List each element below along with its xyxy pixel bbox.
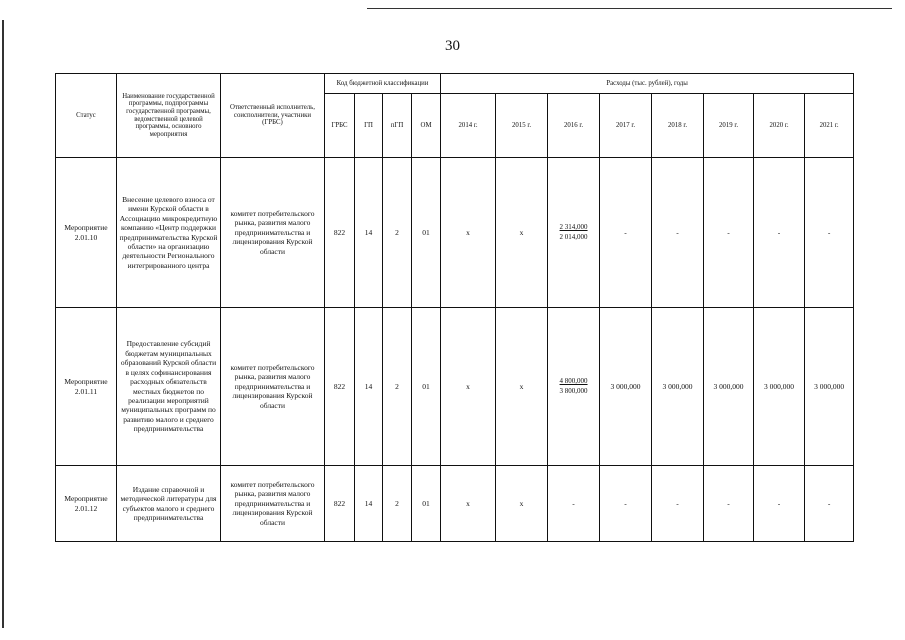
row-code-gp: 14 [355, 158, 383, 308]
row-status: Мероприятие 2.01.12 [56, 466, 117, 542]
header-year-2020: 2020 г. [754, 94, 805, 158]
row-value-2015: х [496, 158, 548, 308]
row-value-2014: х [441, 308, 496, 466]
page-number: 30 [445, 38, 460, 54]
top-rule [367, 8, 892, 9]
row-code-gp: 14 [355, 466, 383, 542]
row-code-pgp: 2 [383, 466, 412, 542]
row-value-2016 [548, 308, 600, 466]
value-2016-old: 2 314,000 [559, 223, 588, 232]
header-status: Статус [56, 74, 117, 158]
row-executor: комитет потребительского рынка, развития малого предпринимательства и лицензирования Курской области [221, 158, 325, 308]
row-name: Предоставление субсидий бюджетам муниципальных образований Курской области в целях софинансирования расходных обязательств местных бюджетов по реализации мероприятий муниципальных программ по развитию малого и среднего предпринимательства [117, 308, 221, 466]
header-year-2015: 2015 г. [496, 94, 548, 158]
header-year-2016: 2016 г. [548, 94, 600, 158]
row-code-om: 01 [412, 466, 441, 542]
row-status: Мероприятие 2.01.11 [56, 308, 117, 466]
row-value-2016: - [548, 466, 600, 542]
row-value-2015: х [496, 308, 548, 466]
left-binding-edge [2, 20, 4, 628]
row-code-om: 01 [412, 308, 441, 466]
row-value-2020: - [754, 466, 805, 542]
header-year-2019: 2019 г. [704, 94, 754, 158]
header-year-2021: 2021 г. [805, 94, 854, 158]
header-code-pgp: пГП [383, 94, 412, 158]
row-value-2018: - [652, 158, 704, 308]
row-value-2020: - [754, 158, 805, 308]
row-value-2017: - [600, 158, 652, 308]
row-executor: комитет потребительского рынка, развития малого предпринимательства и лицензирования Курской области [221, 308, 325, 466]
header-name: Наименование государственной программы, подпрограммы государственной программы, ведомственной целевой программы, основного мероприятия [117, 74, 221, 158]
table-row [56, 466, 854, 542]
value-2016-old: 4 800,000 [559, 377, 588, 386]
row-value-2014: х [441, 158, 496, 308]
value-2016-new: 2 014,000 [559, 232, 588, 241]
header-year-2014: 2014 г. [441, 94, 496, 158]
header-code-grbs: ГРБС [325, 94, 355, 158]
row-code-grbs: 822 [325, 158, 355, 308]
row-name: Внесение целевого взноса от имени Курской области в Ассоциацию микрокредитную компанию «Центр поддержки предпринимательства Курской области» на организацию деятельности Регионального интегрированного центра [117, 158, 221, 308]
row-name: Издание справочной и методической литературы для субъектов малого и среднего предпринимательства [117, 466, 221, 542]
program-table [55, 73, 854, 542]
row-value-2020: 3 000,000 [754, 308, 805, 466]
row-status: Мероприятие 2.01.10 [56, 158, 117, 308]
row-value-2017: - [600, 466, 652, 542]
header-code-om: ОМ [412, 94, 441, 158]
header-row-1 [56, 74, 854, 94]
row-value-2019: - [704, 158, 754, 308]
header-expenses: Расходы (тыс. рублей), годы [441, 74, 854, 94]
header-executor: Ответственный исполнитель, соисполнители, участники (ГРБС) [221, 74, 325, 158]
row-code-pgp: 2 [383, 158, 412, 308]
header-budget-code: Код бюджетной классификации [325, 74, 441, 94]
row-code-grbs: 822 [325, 308, 355, 466]
row-value-2017: 3 000,000 [600, 308, 652, 466]
header-year-2017: 2017 г. [600, 94, 652, 158]
row-executor: комитет потребительского рынка, развития малого предпринимательства и лицензирования Курской области [221, 466, 325, 542]
row-value-2016 [548, 158, 600, 308]
row-value-2018: 3 000,000 [652, 308, 704, 466]
row-code-pgp: 2 [383, 308, 412, 466]
row-code-om: 01 [412, 158, 441, 308]
header-code-gp: ГП [355, 94, 383, 158]
header-year-2018: 2018 г. [652, 94, 704, 158]
value-2016-new: 3 800,000 [559, 386, 588, 395]
table-row [56, 158, 854, 308]
row-value-2014: х [441, 466, 496, 542]
row-value-2018: - [652, 466, 704, 542]
row-code-gp: 14 [355, 308, 383, 466]
row-value-2021: - [805, 158, 854, 308]
table-row [56, 308, 854, 466]
row-value-2019: 3 000,000 [704, 308, 754, 466]
row-value-2021: - [805, 466, 854, 542]
row-code-grbs: 822 [325, 466, 355, 542]
row-value-2021: 3 000,000 [805, 308, 854, 466]
row-value-2019: - [704, 466, 754, 542]
row-value-2015: х [496, 466, 548, 542]
